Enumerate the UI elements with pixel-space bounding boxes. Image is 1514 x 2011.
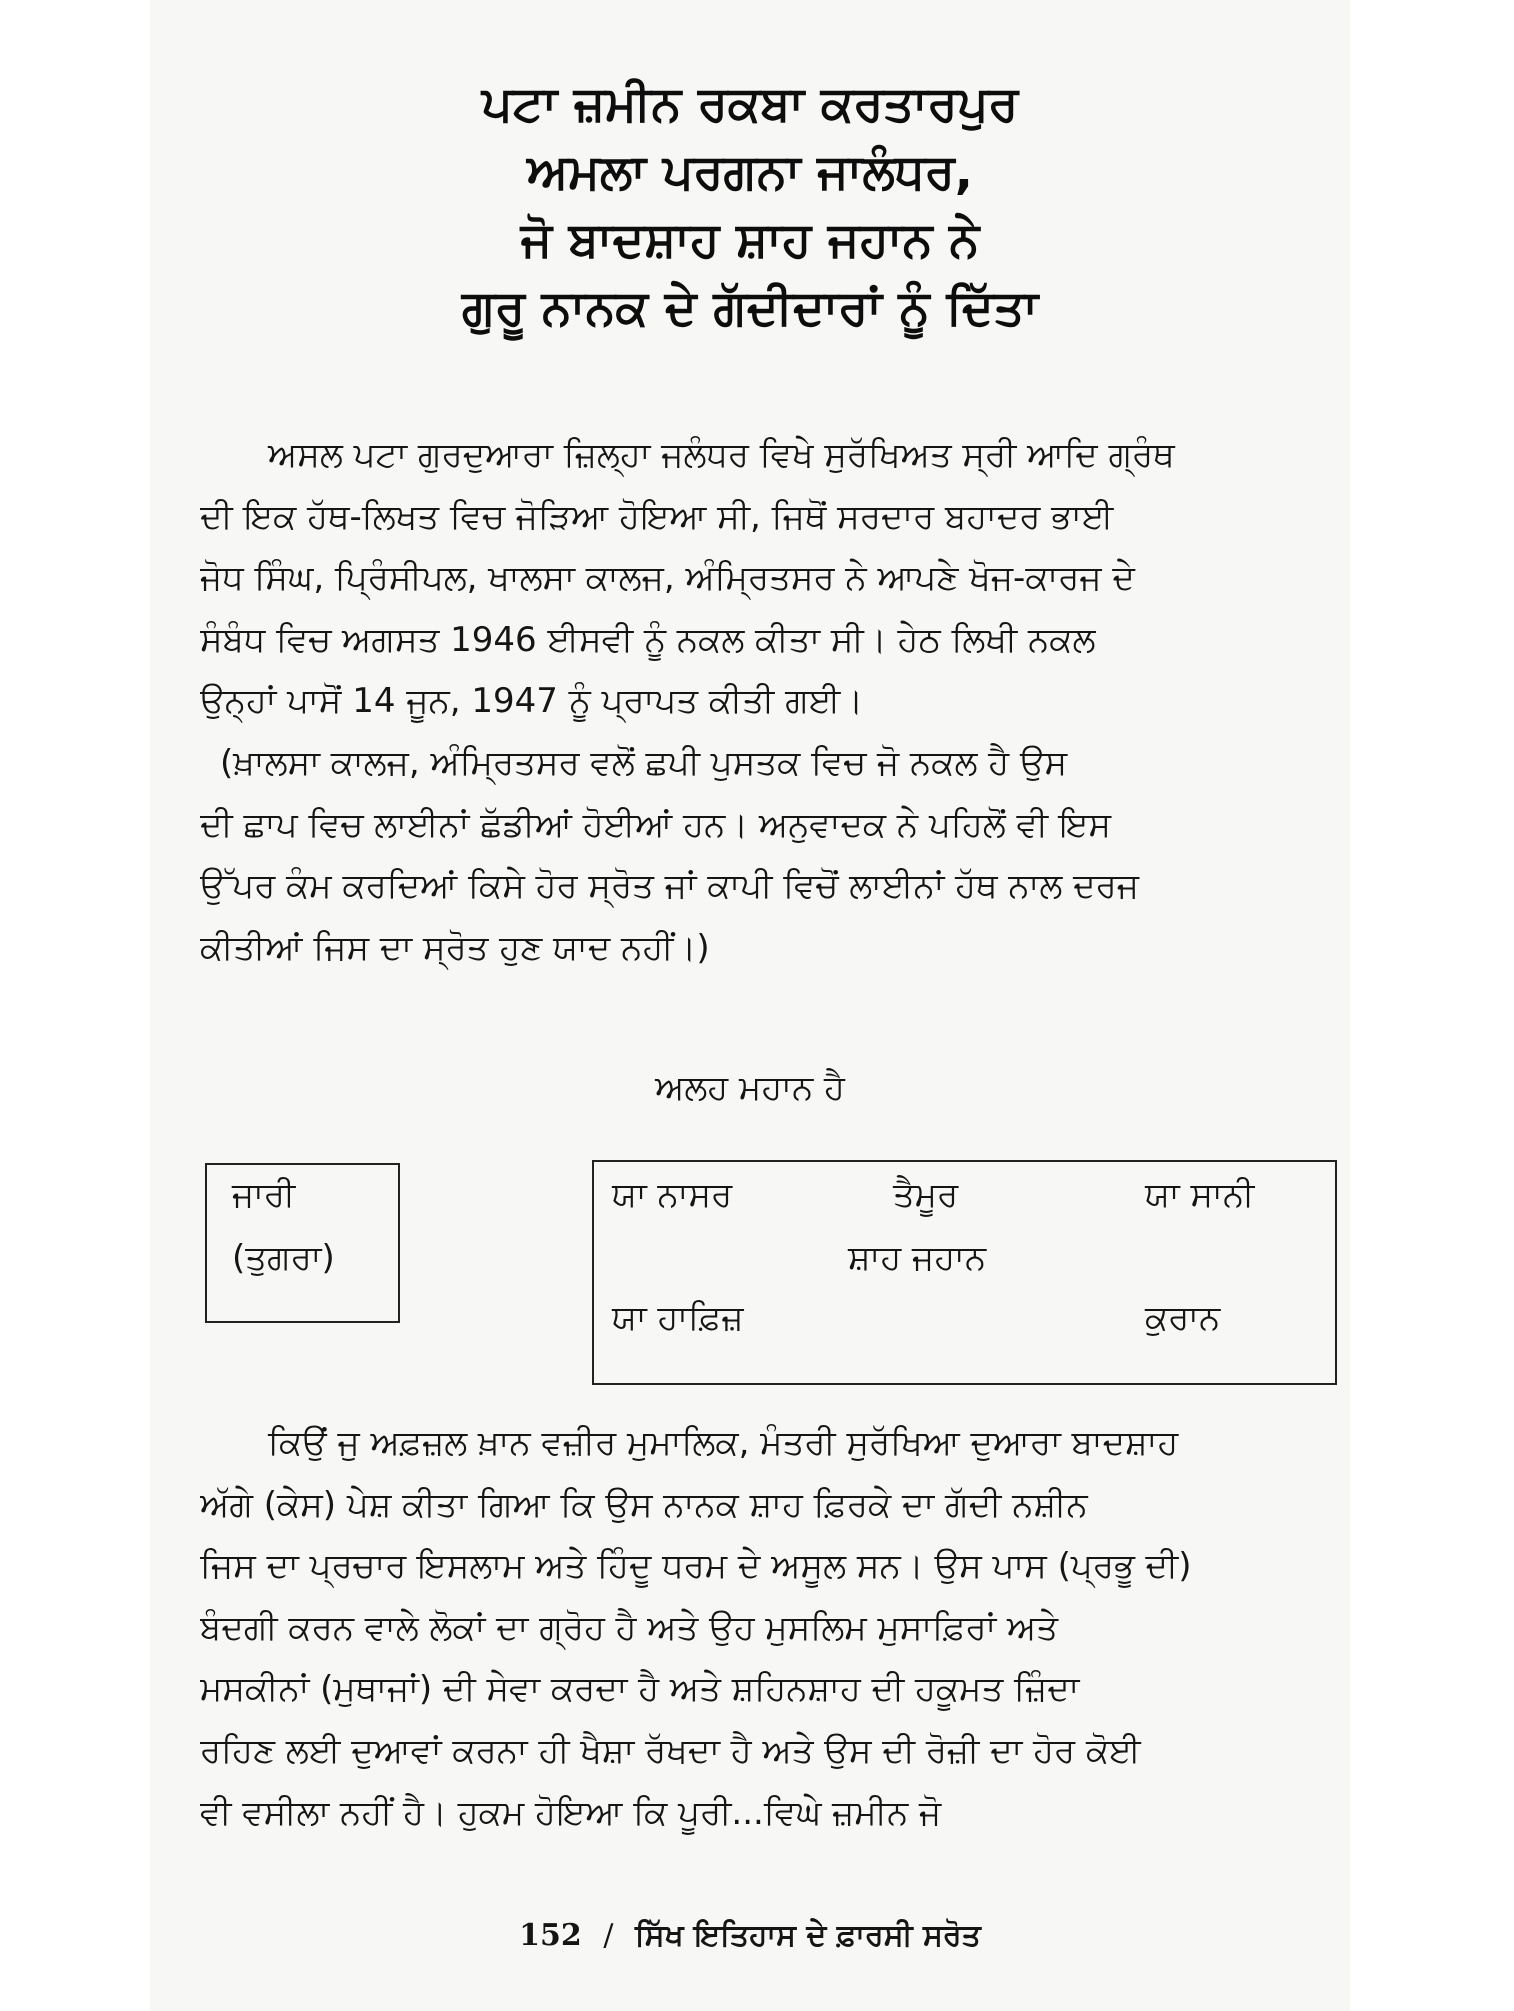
text-line: ਜਿਸ ਦਾ ਪ੍ਰਚਾਰ ਇਸਲਾਮ ਅਤੇ ਹਿੰਦੂ ਧਰਮ ਦੇ ਅਸੂਲ ਸਨ। ਉਸ ਪਾਸ (ਪ੍ਰਭੂ ਦੀ) [200, 1546, 1192, 1587]
text-line: ਦੀ ਇਕ ਹੱਥ-ਲਿਖਤ ਵਿਚ ਜੋੜਿਆ ਹੋਇਆ ਸੀ, ਜਿਥੋਂ ਸਰਦਾਰ ਬਹਾਦਰ ਭਾਈ [200, 496, 1114, 537]
text-line: ਅਸਲ ਪਟਾ ਗੁਰਦੁਆਰਾ ਜ਼ਿਲ੍ਹਾ ਜਲੰਧਰ ਵਿਖੇ ਸੁਰੱਖਿਅਤ ਸ੍ਰੀ ਆਦਿ ਗ੍ਰੰਥ [268, 435, 1175, 475]
seal-left-line1: ਜਾਰੀ [232, 1175, 296, 1215]
page-number: 152 [519, 1918, 582, 1953]
paragraph-decree [200, 1413, 1350, 1844]
text-line: ਜੋਧ ਸਿੰਘ, ਪ੍ਰਿੰਸੀਪਲ, ਖਾਲਸਾ ਕਾਲਜ, ਅੰਮ੍ਰਿਤਸਰ ਨੇ ਆਪਣੇ ਖੋਜ-ਕਾਰਜ ਦੇ [200, 558, 1135, 599]
text-line: ਦੀ ਛਾਪ ਵਿਚ ਲਾਈਨਾਂ ਛੱਡੀਆਂ ਹੋਈਆਂ ਹਨ। ਅਨੁਵਾਦਕ ਨੇ ਪਹਿਲੋਂ ਵੀ ਇਸ [200, 804, 1112, 845]
text-line: (ਖ਼ਾਲਸਾ ਕਾਲਜ, ਅੰਮ੍ਰਿਤਸਰ ਵਲੋਂ ਛਪੀ ਪੁਸਤਕ ਵਿਚ ਜੋ ਨਕਲ ਹੈ ਉਸ [220, 743, 1068, 783]
text-line: ਬੰਦਗੀ ਕਰਨ ਵਾਲੇ ਲੋਕਾਂ ਦਾ ਗ੍ਰੋਹ ਹੈ ਅਤੇ ਉਹ ਮੁਸਲਿਮ ਮੁਸਾਫ਼ਿਰਾਂ ਅਤੇ [200, 1607, 1059, 1648]
paragraph-note [200, 733, 1350, 979]
seal-right-bottom-right: ਕੁਰਾਨ [1145, 1298, 1221, 1338]
title-line: ਜੋ ਬਾਦਸ਼ਾਹ ਸ਼ਾਹ ਜਹਾਨ ਨੇ [520, 212, 980, 268]
seal-right-bottom-left: ਯਾ ਹਾਫ਼ਿਜ਼ [612, 1298, 744, 1338]
page-footer [150, 1918, 1350, 1953]
paragraph-intro [200, 425, 1350, 733]
text-line: ਅੱਗੇ (ਕੇਸ) ਪੇਸ਼ ਕੀਤਾ ਗਿਆ ਕਿ ਉਸ ਨਾਨਕ ਸ਼ਾਹ ਫ਼ਿਰਕੇ ਦਾ ਗੱਦੀ ਨਸ਼ੀਨ [200, 1484, 1088, 1525]
invocation-text: ਅਲਹ ਮਹਾਨ ਹੈ [655, 1068, 845, 1108]
footer-separator: / [603, 1918, 614, 1953]
book-title: ਸਿੱਖ ਇਤਿਹਾਸ ਦੇ ਫ਼ਾਰਸੀ ਸਰੋਤ [634, 1918, 981, 1953]
text-line: ਮਸਕੀਨਾਂ (ਮੁਥਾਜਾਂ) ਦੀ ਸੇਵਾ ਕਰਦਾ ਹੈ ਅਤੇ ਸ਼ਹਿਨਸ਼ਾਹ ਦੀ ਹਕੂਮਤ ਜ਼ਿੰਦਾ [200, 1669, 1080, 1710]
title-line: ਅਮਲਾ ਪਰਗਨਾ ਜਾਲੰਧਰ, [526, 144, 974, 200]
text-line: ਰਹਿਣ ਲਈ ਦੁਆਵਾਂ ਕਰਨਾ ਹੀ ਖੈਸ਼ਾ ਰੱਖਦਾ ਹੈ ਅਤੇ ਉਸ ਦੀ ਰੋਜ਼ੀ ਦਾ ਹੋਰ ਕੋਈ [200, 1730, 1141, 1771]
page-title [150, 70, 1350, 342]
text-line: ਵੀ ਵਸੀਲਾ ਨਹੀਂ ਹੈ। ਹੁਕਮ ਹੋਇਆ ਕਿ ਪੂਰੀ...ਵਿਘੇ ਜ਼ਮੀਨ ਜੋ [200, 1792, 942, 1833]
text-line: ਸੰਬੰਧ ਵਿਚ ਅਗਸਤ 1946 ਈਸਵੀ ਨੂੰ ਨਕਲ ਕੀਤਾ ਸੀ। ਹੇਠ ਲਿਖੀ ਨਕਲ [200, 619, 1096, 660]
seal-right-top-center: ਤੈਮੂਰ [893, 1175, 959, 1215]
seal-right-top-left: ਯਾ ਨਾਸਰ [612, 1175, 733, 1215]
seal-right-top-right: ਯਾ ਸਾਨੀ [1145, 1175, 1255, 1215]
seal-left-line2: (ਤੁਗਰਾ) [232, 1238, 335, 1278]
seal-right-middle: ਸ਼ਾਹ ਜਹਾਨ [848, 1238, 987, 1278]
text-line: ਉਨ੍ਹਾਂ ਪਾਸੋਂ 14 ਜੂਨ, 1947 ਨੂੰ ਪ੍ਰਾਪਤ ਕੀਤੀ ਗਈ। [200, 681, 864, 722]
text-line: ਕਿਉਂ ਜੁ ਅਫ਼ਜ਼ਲ ਖ਼ਾਨ ਵਜ਼ੀਰ ਮੁਮਾਲਿਕ, ਮੰਤਰੀ ਸੁਰੱਖਿਆ ਦੁਆਰਾ ਬਾਦਸ਼ਾਹ [268, 1423, 1179, 1463]
title-line: ਪਟਾ ਜ਼ਮੀਨ ਰਕਬਾ ਕਰਤਾਰਪੁਰ [481, 76, 1019, 132]
text-line: ਕੀਤੀਆਂ ਜਿਸ ਦਾ ਸ੍ਰੋਤ ਹੁਣ ਯਾਦ ਨਹੀਂ।) [200, 927, 710, 968]
text-line: ਉੱਪਰ ਕੰਮ ਕਰਦਿਆਂ ਕਿਸੇ ਹੋਰ ਸ੍ਰੋਤ ਜਾਂ ਕਾਪੀ ਵਿਚੋਂ ਲਾਈਨਾਂ ਹੱਥ ਨਾਲ ਦਰਜ [200, 866, 1139, 907]
title-line: ਗੁਰੂ ਨਾਨਕ ਦੇ ਗੱਦੀਦਾਰਾਂ ਨੂੰ ਦਿੱਤਾ [461, 280, 1039, 336]
